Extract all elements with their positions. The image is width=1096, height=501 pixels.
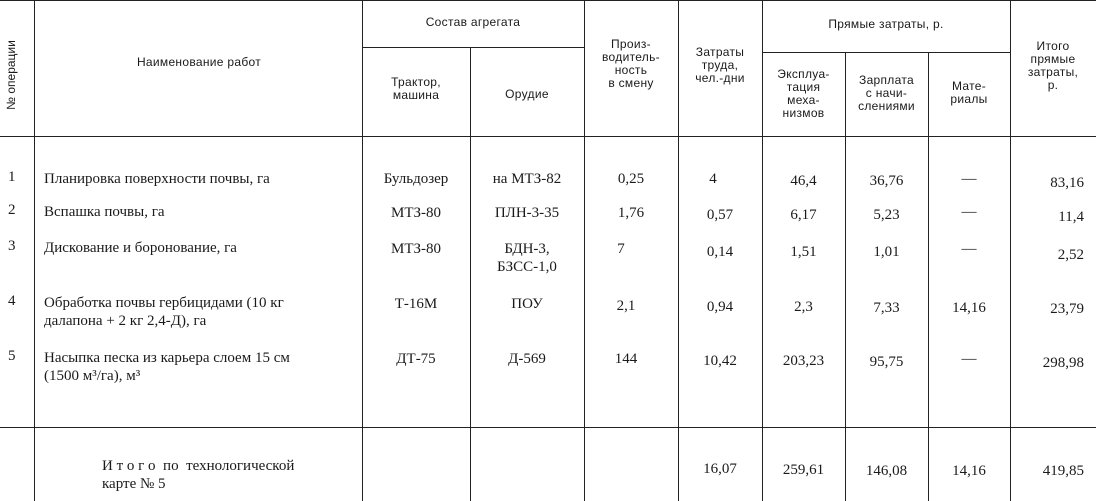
cell-materials: 14,16 bbox=[952, 300, 986, 316]
cell-wages: 5,23 bbox=[873, 207, 900, 223]
header-implement: Орудие bbox=[505, 87, 549, 101]
cell-tractor: Бульдозер bbox=[383, 171, 449, 187]
header-op-no: № операции bbox=[4, 40, 18, 110]
cell-total: 23,79 bbox=[1050, 301, 1084, 317]
cell-materials: — bbox=[961, 171, 977, 187]
rule-group-direct bbox=[762, 52, 1010, 53]
cell-wages: 7,33 bbox=[873, 300, 900, 316]
col-rule bbox=[928, 52, 929, 501]
cell-tractor: МТЗ-80 bbox=[390, 241, 441, 257]
cell-wages: 36,76 bbox=[869, 173, 904, 189]
cell-name: Обработка почвы гербицидами (10 кг далапона + 2 кг 2,4-Д), га bbox=[44, 295, 284, 329]
cell-productivity: 7 bbox=[617, 241, 625, 257]
cell-tractor: МТЗ-80 bbox=[390, 205, 441, 221]
cell-implement: ПОУ bbox=[511, 296, 543, 312]
cell-implement: Д-569 bbox=[508, 351, 546, 367]
cell-no: 3 bbox=[8, 238, 16, 254]
totals-wages: 146,08 bbox=[865, 463, 908, 479]
cell-wages: 1,01 bbox=[873, 244, 900, 260]
header-direct-group: Прямые затраты, р. bbox=[828, 17, 944, 31]
cell-total: 11,4 bbox=[1058, 209, 1084, 225]
rule-group-unit bbox=[362, 47, 584, 48]
col-rule bbox=[34, 0, 35, 501]
cell-labor: 10,42 bbox=[703, 353, 737, 369]
cell-wages: 95,75 bbox=[869, 354, 904, 370]
col-rule bbox=[845, 52, 846, 501]
cell-implement: БДН-3, БЗСС-1,0 bbox=[497, 241, 557, 275]
header-unit-group: Состав агрегата bbox=[425, 15, 521, 29]
totals-label: И т о г о по технологической карте № 5 bbox=[102, 458, 295, 492]
header-total: Итого прямые затраты, р. bbox=[1027, 39, 1079, 92]
header-labor: Затраты труда, чел.-дни bbox=[695, 45, 745, 85]
cell-productivity: 144 bbox=[614, 351, 638, 367]
cell-name: Дискование и боронование, га bbox=[44, 240, 237, 256]
cell-total: 83,16 bbox=[1050, 175, 1084, 191]
cell-materials: — bbox=[961, 204, 977, 220]
header-tractor: Трактор, машина bbox=[391, 75, 441, 102]
cell-machine-cost: 2,3 bbox=[794, 299, 813, 315]
rule-top bbox=[0, 0, 1096, 1]
cell-labor: 0,14 bbox=[706, 244, 734, 260]
totals-machine-cost: 259,61 bbox=[782, 462, 825, 478]
header-wages: Зарплата с начи- слениями bbox=[858, 73, 915, 113]
totals-labor: 16,07 bbox=[703, 461, 737, 477]
cell-implement: на МТЗ-82 bbox=[492, 171, 562, 187]
cell-productivity: 2,1 bbox=[616, 298, 636, 314]
cell-labor: 0,57 bbox=[706, 207, 734, 223]
rule-header-bottom bbox=[0, 136, 1096, 137]
cell-machine-cost: 203,23 bbox=[782, 353, 825, 369]
cell-name: Вспашка почвы, га bbox=[44, 204, 165, 220]
cell-productivity: 0,25 bbox=[617, 171, 645, 187]
cell-total: 2,52 bbox=[1057, 247, 1084, 263]
rule-totals bbox=[0, 427, 1096, 428]
cell-productivity: 1,76 bbox=[617, 205, 645, 221]
cell-labor: 0,94 bbox=[706, 299, 734, 315]
cell-total: 298,98 bbox=[1042, 355, 1084, 371]
cell-name: Насыпка песка из карьера слоем 15 см (1500 м³/га), м³ bbox=[44, 350, 290, 384]
cell-machine-cost: 46,4 bbox=[790, 173, 817, 189]
totals-total: 419,85 bbox=[1042, 463, 1084, 479]
header-productivity: Произ- водитель- ность в смену bbox=[602, 37, 660, 90]
header-materials: Мате- риалы bbox=[950, 79, 988, 106]
cell-machine-cost: 6,17 bbox=[790, 207, 817, 223]
totals-materials: 14,16 bbox=[952, 463, 986, 479]
cell-materials: — bbox=[961, 351, 977, 367]
cell-tractor: ДТ-75 bbox=[396, 351, 436, 367]
cell-no: 2 bbox=[8, 202, 16, 218]
cell-no: 4 bbox=[8, 293, 16, 309]
header-name: Наименование работ bbox=[136, 55, 262, 69]
cell-machine-cost: 1,51 bbox=[790, 244, 817, 260]
cell-tractor: Т-16М bbox=[394, 296, 438, 312]
cell-no: 1 bbox=[8, 169, 16, 185]
cell-labor: 4 bbox=[709, 171, 717, 187]
cell-implement: ПЛН-3-35 bbox=[494, 205, 560, 221]
cell-no: 5 bbox=[8, 348, 16, 364]
cell-name: Планировка поверхности почвы, га bbox=[44, 171, 270, 187]
cell-materials: — bbox=[961, 241, 977, 257]
header-machine-cost: Эксплуа- тация меха- низмов bbox=[777, 67, 830, 120]
